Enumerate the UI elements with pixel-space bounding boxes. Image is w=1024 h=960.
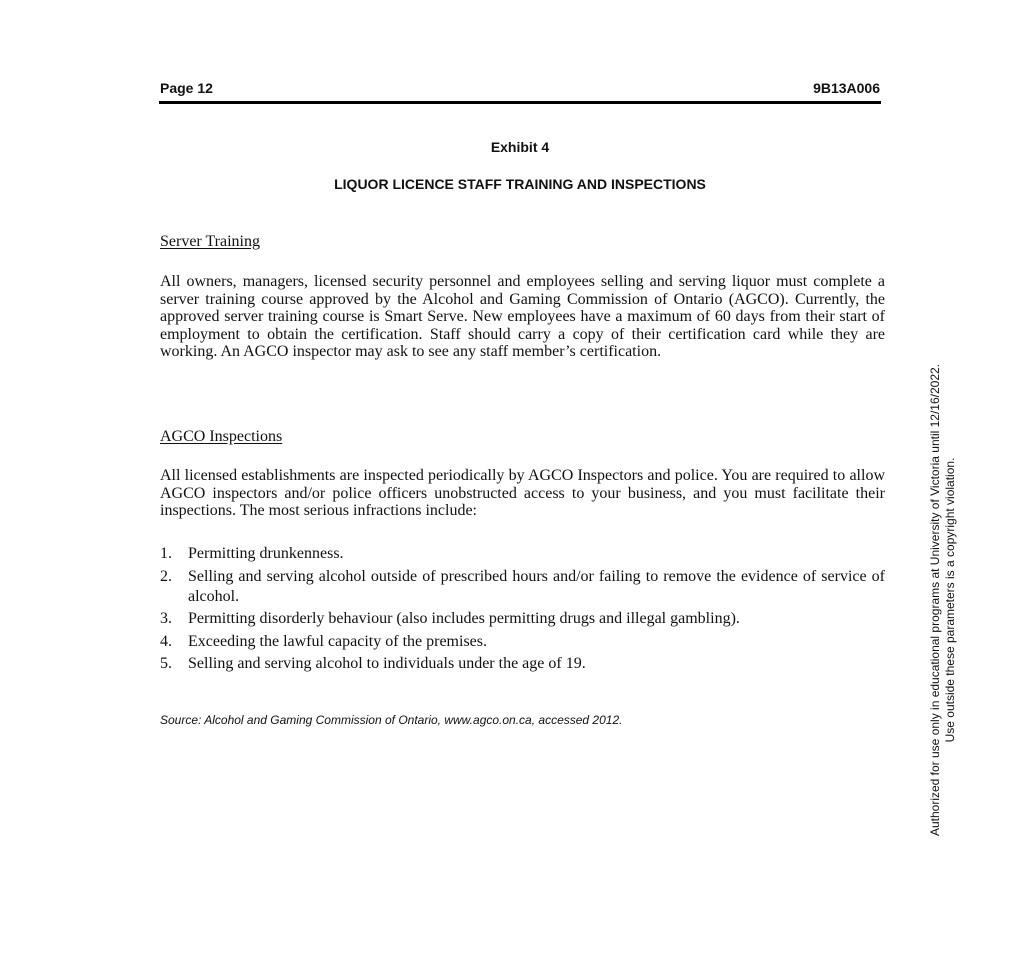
list-item-text: Selling and serving alcohol outside of prescribed hours and/or failing to remove the evidence of service of alcohol. (188, 567, 885, 605)
infractions-list (160, 544, 885, 677)
list-item (160, 654, 885, 674)
list-item-text: Exceeding the lawful capacity of the premises. (188, 632, 487, 650)
list-item (160, 544, 885, 564)
page-number: Page 12 (160, 80, 213, 96)
page-header (159, 80, 881, 104)
list-item-text: Permitting disorderly behaviour (also includes permitting drugs and illegal gambling). (188, 610, 740, 627)
server-training-paragraph: All owners, managers, licensed security personnel and employees selling and serving liquor must complete a server training course approved by the Alcohol and Gaming Commission of Ontario (AGCO). Currently, the approved server training course is Smart Serve. New employees have a maximum of 60 days from their start of employment to obtain the certification. Staff should carry a copy of their certification card while they are working. An AGCO inspector may ask to see any staff member’s certification. (160, 273, 885, 360)
agco-inspections-heading: AGCO Inspections (160, 428, 283, 445)
list-item (160, 567, 885, 607)
copyright-notice-line-2: Use outside these parameters is a copyright violation. (943, 457, 957, 743)
list-item-number: 1. (160, 545, 172, 562)
document-code: 9B13A006 (813, 80, 880, 96)
server-training-heading: Server Training (160, 233, 260, 250)
list-item-text: Selling and serving alcohol to individuals under the age of 19. (188, 655, 586, 672)
exhibit-title: LIQUOR LICENCE STAFF TRAINING AND INSPECTIONS (334, 176, 706, 192)
list-item-number: 4. (160, 632, 172, 650)
list-item-number: 5. (160, 655, 172, 672)
agco-inspections-paragraph: All licensed establishments are inspected periodically by AGCO Inspectors and police. You are required to allow AGCO inspectors and/or police officers unobstructed access to your business, and you must facilitate their inspections. The most serious infractions include: (160, 467, 885, 519)
list-item-number: 3. (160, 610, 172, 627)
copyright-notice-line-1: Authorized for use only in educational programs at University of Victoria until 12/16/2022. (928, 363, 942, 837)
list-item-text: Permitting drunkenness. (188, 545, 344, 562)
source-citation: Source: Alcohol and Gaming Commission of Ontario, www.agco.on.ca, accessed 2012. (160, 713, 623, 727)
list-item (160, 609, 885, 629)
list-item-number: 2. (160, 567, 172, 585)
exhibit-number: Exhibit 4 (490, 139, 550, 155)
copyright-notice (928, 350, 958, 850)
list-item (160, 632, 885, 652)
